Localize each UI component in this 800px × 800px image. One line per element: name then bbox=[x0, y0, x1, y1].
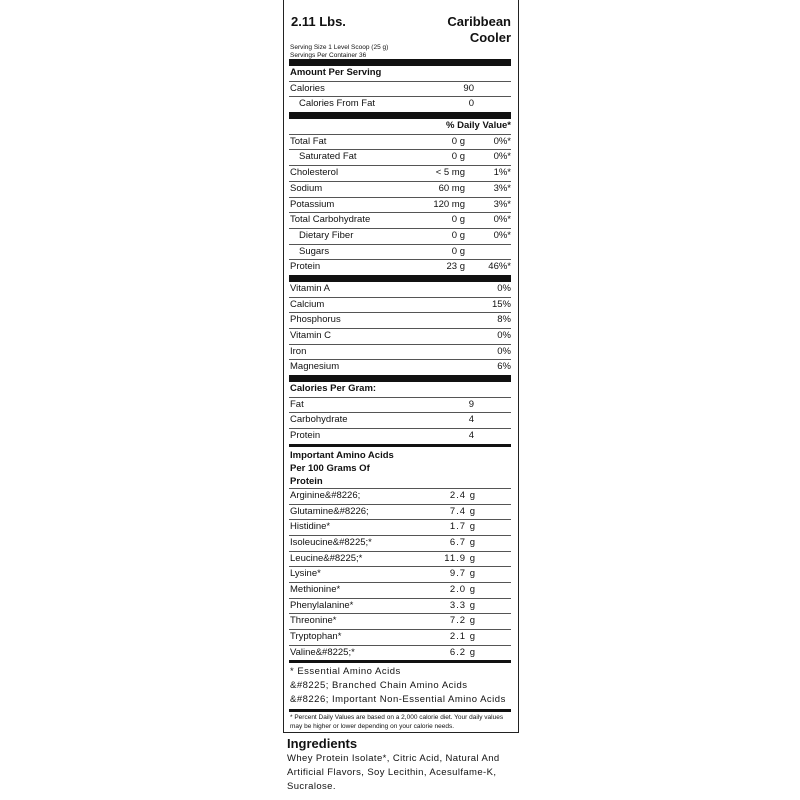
nutrient-row: Dietary Fiber 0 g 0%* bbox=[289, 229, 511, 245]
vitamin-row: Vitamin A 0% bbox=[289, 282, 511, 298]
amino-acid-row: Glutamine&#8226; 7.4 g bbox=[289, 505, 511, 521]
vitamin-row: Iron 0% bbox=[289, 345, 511, 361]
nutrition-label bbox=[283, 0, 521, 800]
calories-per-gram-row: Carbohydrate 4 bbox=[289, 413, 511, 429]
amino-acid-row: Histidine* 1.7 g bbox=[289, 520, 511, 536]
vitamin-row: Vitamin C 0% bbox=[289, 329, 511, 345]
note-non-essential: &#8226; Important Non-Essential Amino Acids bbox=[290, 694, 506, 706]
nutrients-list bbox=[289, 135, 511, 282]
vitamin-row: Magnesium 6% bbox=[289, 360, 511, 382]
amino-acid-row: Arginine&#8226; 2.4 g bbox=[289, 489, 511, 505]
calories-from-fat-row: Calories From Fat 0 bbox=[289, 97, 511, 119]
amino-acid-row: Lysine* 9.7 g bbox=[289, 567, 511, 583]
flavor-name: Caribbean Cooler bbox=[447, 14, 511, 45]
amino-notes bbox=[289, 663, 511, 712]
serving-size: Serving Size 1 Level Scoop (25 g) bbox=[290, 44, 389, 51]
calories-per-gram-heading: Calories Per Gram: bbox=[289, 382, 511, 398]
nutrient-row: Protein 23 g 46%* bbox=[289, 260, 511, 282]
amino-acid-row: Methionine* 2.0 g bbox=[289, 583, 511, 599]
amino-acid-row: Phenylalanine* 3.3 g bbox=[289, 599, 511, 615]
label-header bbox=[289, 0, 511, 44]
vitamin-row: Calcium 15% bbox=[289, 298, 511, 314]
amino-acid-row: Tryptophan* 2.1 g bbox=[289, 630, 511, 646]
nutrient-row: Total Carbohydrate 0 g 0%* bbox=[289, 213, 511, 229]
amino-acids-list bbox=[289, 489, 511, 664]
amino-acid-row: Isoleucine&#8225;* 6.7 g bbox=[289, 536, 511, 552]
vitamin-row: Phosphorus 8% bbox=[289, 313, 511, 329]
nutrient-row: Sugars 0 g bbox=[289, 245, 511, 261]
vitamins-list bbox=[289, 282, 511, 382]
nutrient-row: Saturated Fat 0 g 0%* bbox=[289, 150, 511, 166]
ingredients-text: Whey Protein Isolate*, Citric Acid, Natural And Artificial Flavors, Soy Lecithin, Acesulfame-K, Sucralose. bbox=[287, 753, 500, 792]
amino-acid-row: Threonine* 7.2 g bbox=[289, 614, 511, 630]
nutrient-row: Cholesterol < 5 mg 1%* bbox=[289, 166, 511, 182]
ingredients-section bbox=[287, 736, 512, 794]
note-essential: * Essential Amino Acids bbox=[290, 666, 401, 678]
nutrient-row: Total Fat 0 g 0%* bbox=[289, 135, 511, 151]
amino-acids-heading: Important Amino Acids Per 100 Grams Of Protein bbox=[289, 447, 511, 489]
nutrient-row: Potassium 120 mg 3%* bbox=[289, 198, 511, 214]
calories-row: Calories 90 bbox=[289, 82, 511, 98]
calories-per-gram-row: Protein 4 bbox=[289, 429, 511, 447]
daily-value-footnote: * Percent Daily Values are based on a 2,000 calorie diet. Your daily values may be higher or lower depending on your calorie needs. bbox=[290, 714, 504, 730]
nutrition-facts-panel bbox=[283, 0, 519, 733]
container-size: 2.11 Lbs. bbox=[291, 14, 346, 29]
amino-acid-row: Leucine&#8225;* 11.9 g bbox=[289, 552, 511, 568]
note-branched: &#8225; Branched Chain Amino Acids bbox=[290, 680, 468, 692]
ingredients-title: Ingredients bbox=[287, 736, 358, 751]
amino-acid-row: Valine&#8225;* 6.2 g bbox=[289, 646, 511, 664]
amount-per-serving-heading: Amount Per Serving bbox=[289, 66, 511, 82]
daily-value-heading: % Daily Value* bbox=[289, 119, 511, 135]
serving-info bbox=[289, 44, 511, 66]
servings-per-container: Servings Per Container 36 bbox=[290, 51, 367, 59]
calories-per-gram-row: Fat 9 bbox=[289, 398, 511, 414]
nutrient-row: Sodium 60 mg 3%* bbox=[289, 182, 511, 198]
calories-per-gram-list bbox=[289, 398, 511, 447]
